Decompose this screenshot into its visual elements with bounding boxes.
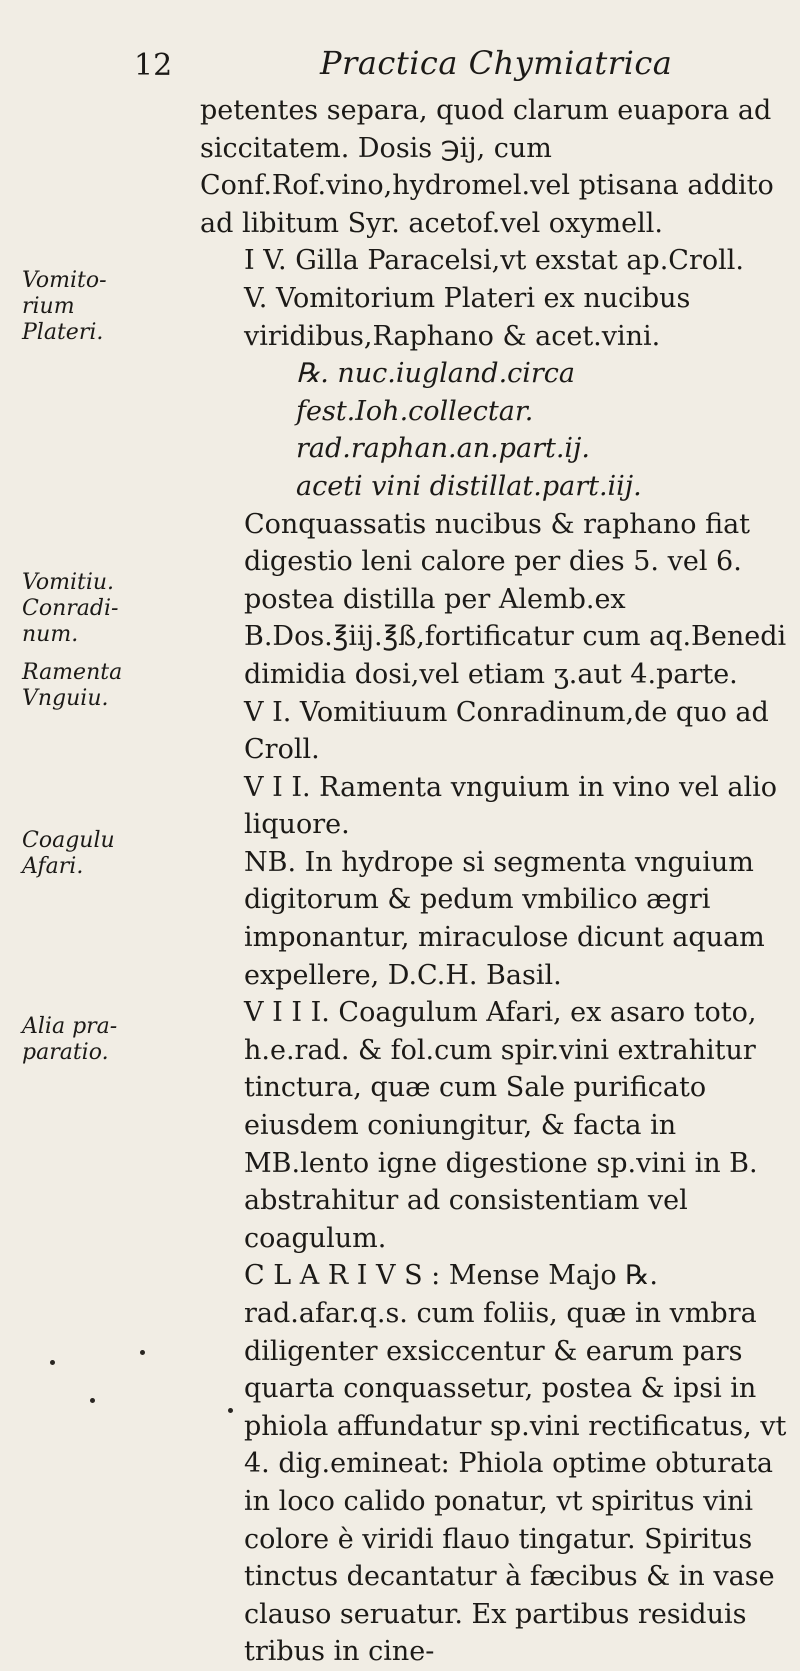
nota-bene: NB. In hydrope si segmenta vnguium digitorum & pedum vmbilico ægri imponantur, miraculose dicunt aquam expellere, D.C.H. Basil. <box>244 846 765 991</box>
margin-note-line: Ramenta <box>22 660 123 685</box>
margin-note-line: Vnguiu. <box>22 686 109 711</box>
main-text <box>200 92 790 1671</box>
item-coagulum-afari: V I I I. Coagulum Afari, ex asaro toto, h.e.rad. & fol.cum spir.vini extrahitur tinctura, quæ cum Sale purificato eiusdem coniungitur, & facta in MB.lento igne digestione sp.vini in B. abstrahitur ad consistentiam vel coagulum. <box>244 997 758 1254</box>
item-gilla-paracelsi: I V. Gilla Paracelsi,vt exstat ap.Croll. <box>244 245 744 277</box>
margin-note-line: Conradi- <box>22 596 119 621</box>
margin-note-ramenta-vnguium <box>22 660 194 712</box>
margin-note-alia-praeparatio <box>22 1014 194 1066</box>
ink-speck <box>50 1360 55 1365</box>
paragraph: petentes separa, quod clarum euapora ad siccitatem. Dosis ℈ij, cum Conf.Rof.vino,hydromel.vel ptisana addito ad libitum Syr. acetof.vel oxymell. <box>200 95 774 239</box>
recipe-line: ℞. nuc.iugland.circa fest.Ioh.collectar. <box>296 358 576 427</box>
margin-note-line: Vomito- <box>22 268 107 293</box>
recipe-line: rad.raphan.an.part.ij. <box>296 433 590 465</box>
margin-note-vomitium-conradinum <box>22 570 194 648</box>
margin-note-line: Alia pra- <box>22 1014 118 1039</box>
ink-speck <box>228 1408 233 1413</box>
item-vomitium-conradinum: V I. Vomitiuum Conradinum,de quo ad Croll. <box>244 696 769 766</box>
margin-note-line: num. <box>22 622 79 647</box>
margin-note-coagulum-afari <box>22 828 194 880</box>
item-vomitorium-plateri: V. Vomitorium Plateri ex nucibus viridibus,Raphano & acet.vini. <box>244 282 691 352</box>
margin-note-line: Plateri. <box>22 320 104 345</box>
recipe-line: aceti vini distillat.part.iij. <box>296 470 642 502</box>
page-number: 12 <box>134 48 173 83</box>
margin-note-vomitorium-plateri <box>22 268 194 346</box>
margin-note-line: Afari. <box>22 854 84 879</box>
ink-speck <box>140 1350 145 1355</box>
margin-note-line: paratio. <box>22 1040 109 1065</box>
item-clarius: C L A R I V S : Mense Majo ℞. rad.afar.q.s. cum foliis, quæ in vmbra diligenter exsiccentur & earum pars quarta conquassetur, postea & ipsi in phiola affundatur sp.vini rectificatus, vt 4. dig.emineat: Phiola optime obturata in loco calido ponatur, vt spiritus vini colore è viridi flauo tingatur. Spiritus tinctus decantatur à fæcibus & in vase clauso seruatur. Ex partibus residuis tribus in cine- <box>244 1260 787 1668</box>
ink-speck <box>90 1398 95 1403</box>
margin-note-line: Vomitiu. <box>22 570 115 595</box>
margin-note-line: Coagulu <box>22 828 115 853</box>
item-ramenta-vnguium: V I I. Ramenta vnguium in vino vel alio liquore. <box>244 771 778 841</box>
paragraph: Conquassatis nucibus & raphano fiat digestio leni calore per dies 5. vel 6. postea distilla per Alemb.ex B.Dos.℥iij.℥ß,fortificatur cum aq.Benedi dimidia dosi,vel etiam ʒ.aut 4.parte. <box>244 508 787 690</box>
running-title: Practica Chymiatrica <box>320 44 673 82</box>
margin-note-line: rium <box>22 294 75 319</box>
